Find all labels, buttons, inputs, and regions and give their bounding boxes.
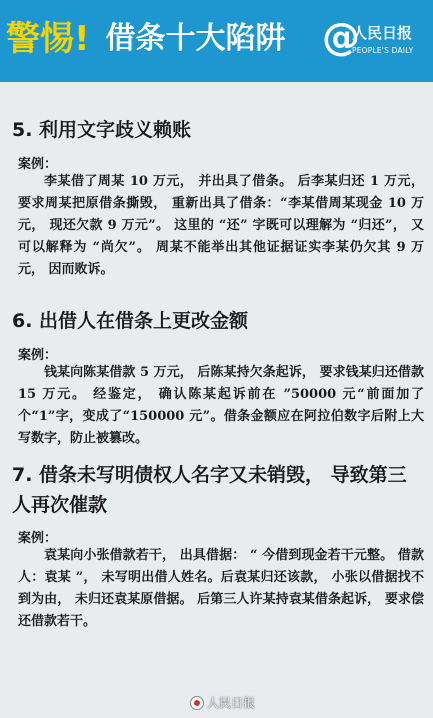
section-7-title: 7. 借条未写明债权人名字又未销毁， 导致第三人再次催款 <box>12 464 407 516</box>
logo-chinese: 人民日报 <box>352 24 413 42</box>
weibo-watermark <box>190 694 255 711</box>
section-5-title: 5. 利用文字歧义赖账 <box>12 119 192 141</box>
main-title: 借条十大陷阱 <box>105 21 286 56</box>
at-icon: @ <box>322 15 360 59</box>
warning-heading: 警惕! <box>6 19 90 59</box>
header-banner <box>0 0 433 82</box>
section-6-case-label: 案例： <box>18 348 58 363</box>
section-7-case-label: 案例： <box>18 531 58 546</box>
banner-title <box>6 14 286 64</box>
logo-english: PEOPLE'S DAILY <box>352 46 414 55</box>
section-5-case-label: 案例： <box>18 157 58 172</box>
weibo-icon <box>190 696 204 710</box>
watermark-text: 人民日报 <box>207 696 256 710</box>
peoples-daily-logo <box>322 15 430 66</box>
section-6-paragraph: 钱某向陈某借款 5 万元， 后陈某持欠条起诉， 要求钱某归还借款 15 万元。 经鉴定， 确认陈某起诉前在 ”50000 元“前面加了个“1”字，变成了“150000 元”。借条金额应在阿拉伯数字后附上大写数字，防止被篡改。 <box>18 365 424 446</box>
section-5-paragraph: 李某借了周某 10 万元， 并出具了借条。 后李某归还 1 万元， 要求周某把原借条撕毁， 重新出具了借条：“李某借周某现金 10 万元， 现还欠款 9 万元”。 这里的 “还” 字既可以理解为 “归还”， 又可以解释为 “尚欠”。 周某不能举出其他证据证实李某仍欠其 9 万元， 因而败诉。 <box>18 174 424 277</box>
section-7-paragraph: 袁某向小张借款若干， 出具借据： “ 今借到现金若干元整。 借款人：袁某 ”， 未写明出借人姓名。后袁某归还该款， 小张以借据找不到为由， 未归还袁某原借据。 后第三人许某持袁某借条起诉， 要求偿还借款若干。 <box>18 548 424 629</box>
section-6-title: 6. 出借人在借条上更改金额 <box>12 310 249 332</box>
